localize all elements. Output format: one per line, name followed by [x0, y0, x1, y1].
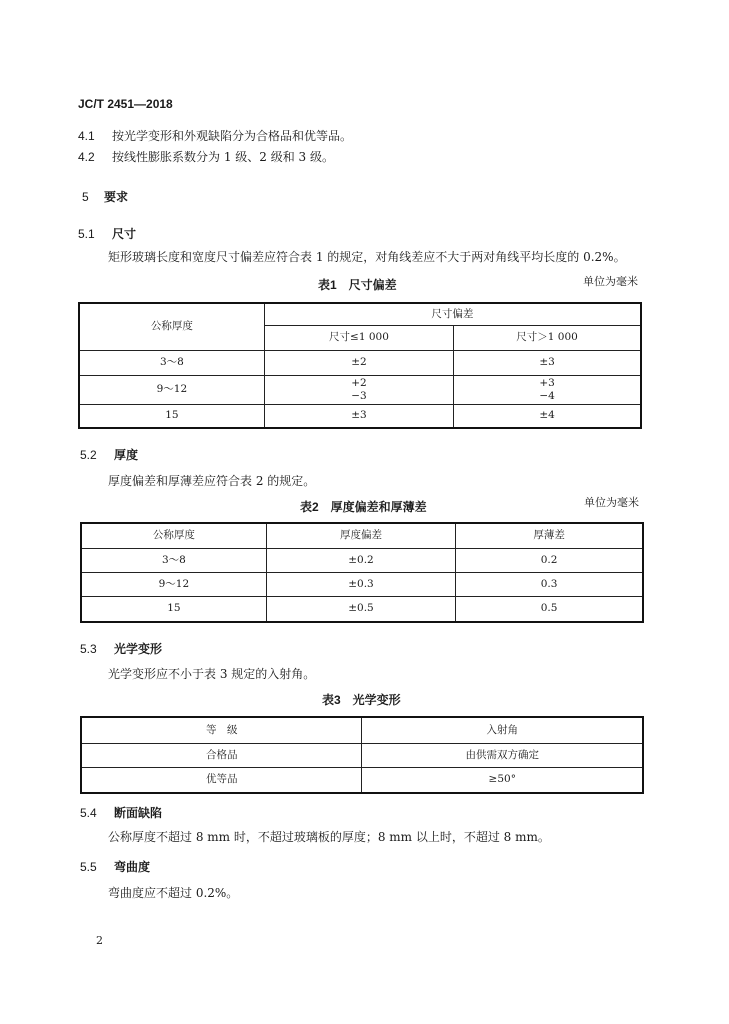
table-row: [81, 572, 643, 596]
section-number: 5.1: [78, 227, 95, 241]
tolerance-lower: −3: [351, 389, 367, 402]
section-title: 光学变形: [114, 642, 163, 656]
table2-cell: ±0.2: [266, 548, 455, 572]
section-number: 5.2: [80, 448, 97, 462]
clause-4-1: [78, 127, 352, 144]
section-5-2-heading: [80, 446, 138, 463]
section-number: 5.3: [80, 642, 97, 656]
table-row: [79, 404, 641, 428]
table-row: [81, 596, 643, 622]
table3: [80, 716, 644, 794]
table1-cell: ±2: [264, 350, 453, 375]
section-title: 尺寸: [112, 227, 137, 241]
table1-cell: 3～8: [79, 350, 264, 375]
table2-cell: ±0.5: [266, 596, 455, 622]
page-number: 2: [96, 934, 103, 947]
table2-caption: 表2 厚度偏差和厚薄差: [300, 500, 427, 514]
table2-cell: 15: [81, 596, 266, 622]
table2-cell: 0.5: [456, 596, 643, 622]
section-number: 5.5: [80, 860, 97, 874]
section-5-3-heading: [80, 640, 162, 657]
table1-unit: 单位为毫米: [583, 275, 638, 288]
table3-caption: 表3 光学变形: [322, 693, 401, 707]
section-5-1-heading: [78, 225, 136, 242]
table-row: [81, 548, 643, 572]
section-5-2-text: 厚度偏差和厚薄差应符合表 2 的规定。: [108, 474, 316, 488]
clause-text: 按线性膨胀系数分为 1 级、2 级和 3 级。: [112, 150, 334, 164]
section-5-3-text: 光学变形应不小于表 3 规定的入射角。: [108, 667, 316, 681]
section-title: 厚度: [114, 448, 139, 462]
table1-cell: 9～12: [79, 375, 264, 404]
table1-header-large: 尺寸＞1 000: [454, 325, 641, 350]
table1: [78, 302, 642, 429]
standard-number: JC/T 2451—2018: [78, 97, 173, 111]
section-title: 弯曲度: [114, 860, 151, 874]
tolerance-upper: +2: [351, 376, 367, 389]
table1-header-small: 尺寸≤1 000: [264, 325, 453, 350]
clause-number: 4.2: [78, 150, 95, 164]
section-number: 5: [82, 190, 89, 204]
table3-cell: ≥50°: [362, 767, 643, 793]
table2-cell: 3～8: [81, 548, 266, 572]
table1-header-group: 尺寸偏差: [264, 303, 641, 325]
table2-cell: 0.3: [456, 572, 643, 596]
section-title: 断面缺陷: [114, 806, 163, 820]
section-5-4-text: 公称厚度不超过 8 mm 时，不超过玻璃板的厚度；8 mm 以上时，不超过 8 mm。: [108, 830, 550, 844]
table2-header: 厚薄差: [456, 523, 643, 548]
table2-unit: 单位为毫米: [584, 496, 639, 509]
clause-number: 4.1: [78, 129, 95, 143]
table3-cell: 合格品: [81, 743, 362, 767]
table-row: [79, 350, 641, 375]
table2-cell: 9～12: [81, 572, 266, 596]
table1-cell: [264, 375, 453, 404]
clause-text: 按光学变形和外观缺陷分为合格品和优等品。: [112, 129, 353, 143]
section-5-4-heading: [80, 804, 162, 821]
section-5-5-heading: [80, 858, 150, 875]
table1-header-thickness: 公称厚度: [79, 303, 264, 350]
tolerance-lower: −4: [539, 389, 555, 402]
table3-cell: 由供需双方确定: [362, 743, 643, 767]
table-row: [79, 375, 641, 404]
table2-header: 公称厚度: [81, 523, 266, 548]
table1-caption: 表1 尺寸偏差: [318, 278, 397, 292]
tolerance-upper: +3: [539, 376, 555, 389]
section-number: 5.4: [80, 806, 97, 820]
section-5-heading: [82, 188, 128, 205]
table1-cell: ±4: [454, 404, 641, 428]
table3-header: 入射角: [362, 717, 643, 743]
section-title: 要求: [104, 190, 129, 204]
table1-cell: 15: [79, 404, 264, 428]
table3-cell: 优等品: [81, 767, 362, 793]
table2: [80, 522, 644, 623]
table1-cell: ±3: [454, 350, 641, 375]
clause-4-2: [78, 148, 334, 165]
table3-header: 等 级: [81, 717, 362, 743]
section-5-1-text: 矩形玻璃长度和宽度尺寸偏差应符合表 1 的规定，对角线差应不大于两对角线平均长度的 0.2%。: [108, 250, 626, 264]
section-5-5-text: 弯曲度应不超过 0.2%。: [108, 886, 239, 900]
table-row: [81, 743, 643, 767]
table1-cell: ±3: [264, 404, 453, 428]
table2-cell: ±0.3: [266, 572, 455, 596]
table1-cell: [454, 375, 641, 404]
table2-cell: 0.2: [456, 548, 643, 572]
table2-header: 厚度偏差: [266, 523, 455, 548]
table-row: [81, 767, 643, 793]
